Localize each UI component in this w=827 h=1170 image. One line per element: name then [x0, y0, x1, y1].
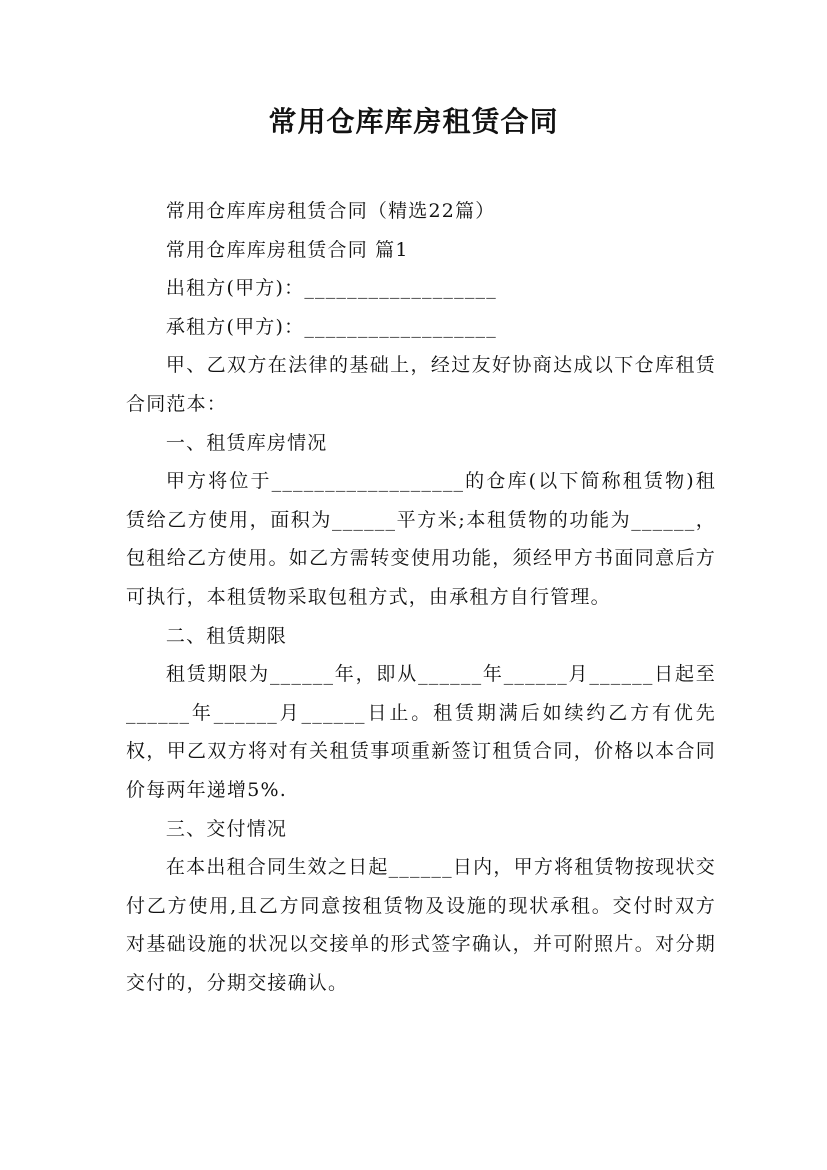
document-title: 常用仓库库房租赁合同 [268, 105, 559, 138]
section-heading-delivery: 三、交付情况 [165, 817, 288, 840]
paragraph-term-details: 租赁期限为______年，即从______年______月______日起至______年______月______日止。租赁期满后如续约乙方有优先权，甲乙双方将对有关租赁事项重新签订租赁合同，价格以本合同价每两年递增5%. [126, 663, 716, 801]
paragraph-lessor: 出租方(甲方)：__________________ [165, 277, 497, 300]
section-heading-term: 二、租赁期限 [165, 624, 288, 647]
paragraph-preamble: 甲、乙双方在法律的基础上，经过友好协商达成以下仓库租赁合同范本： [126, 354, 716, 415]
document-body [126, 192, 716, 1002]
paragraph-delivery-details: 在本出租合同生效之日起______日内，甲方将租赁物按现状交付乙方使用,且乙方同意按租赁物及设施的现状承租。交付时双方对基础设施的状况以交接单的形式签字确认，并可附照片。对分期交付的，分期交接确认。 [126, 856, 716, 994]
paragraph-heading-article: 常用仓库库房租赁合同 篇1 [165, 238, 409, 261]
paragraph-heading-selection: 常用仓库库房租赁合同（精选22篇） [165, 200, 496, 222]
paragraph-warehouse-details: 甲方将位于__________________的仓库(以下简称租赁物)租赁给乙方使用，面积为______平方米;本租赁物的功能为______，包租给乙方使用。如乙方需转变使用功能，须经甲方书面同意后方可执行，本租赁物采取包租方式，由承租方自行管理。 [126, 470, 716, 608]
paragraph-lessee: 承租方(甲方)：__________________ [165, 315, 497, 338]
section-heading-warehouse: 一、租赁库房情况 [165, 431, 328, 454]
